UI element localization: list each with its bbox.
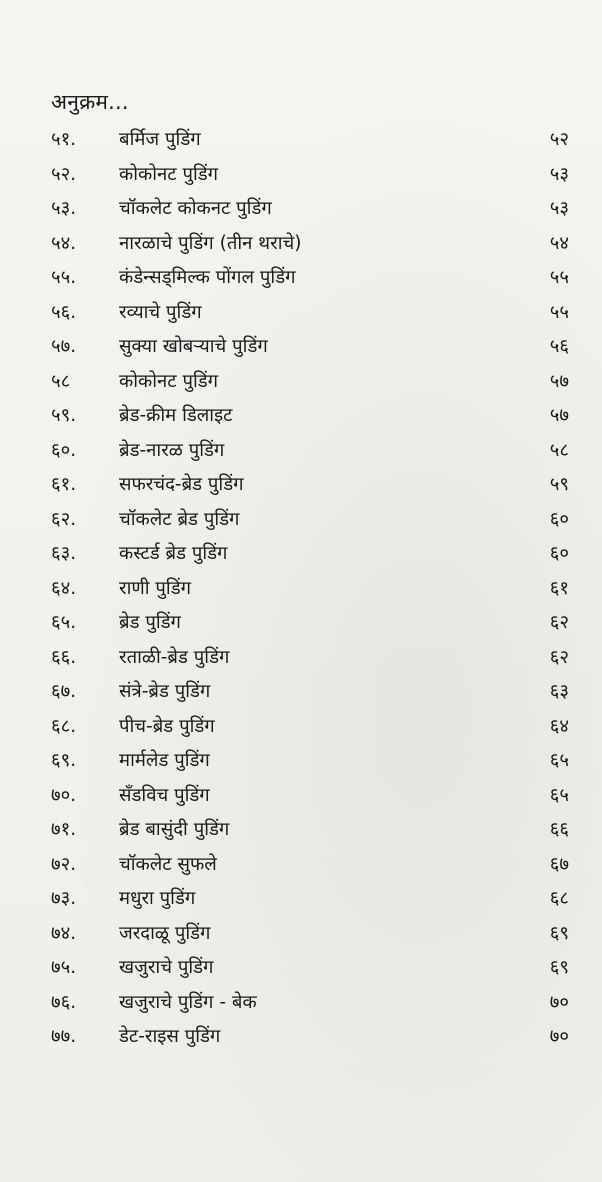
toc-entry-title: पीच-ब्रेड पुडिंग <box>119 715 215 737</box>
toc-entry-number: ६५. <box>51 612 77 633</box>
toc-entry-page: ५८ <box>549 439 569 461</box>
toc-entry-title: ब्रेड बासुंदी पुडिंग <box>119 819 230 840</box>
toc-entry-page: ६१ <box>549 577 569 599</box>
toc-entry-number: ७७. <box>51 1026 77 1047</box>
toc-entry <box>51 227 577 262</box>
toc-entry-number: ५८ <box>51 370 71 392</box>
toc-entry <box>51 158 577 193</box>
toc-entry-page: ५६ <box>549 336 569 357</box>
toc-entry-title: कस्टर्ड ब्रेड पुडिंग <box>119 543 228 564</box>
toc-entry <box>51 813 577 848</box>
toc-entry-title: कोकोनट पुडिंग <box>119 370 219 392</box>
toc-entry-page: ५९ <box>549 474 569 495</box>
toc-entry-number: ७४. <box>51 922 77 944</box>
toc-entry-page: ६५ <box>549 784 569 806</box>
toc-entry <box>51 468 577 503</box>
toc-entry-page: ६७ <box>549 853 569 875</box>
toc-entry-page: ६२ <box>549 646 569 668</box>
toc-entry-number: ६०. <box>51 439 77 461</box>
toc-entry-number: ७६. <box>51 991 77 1013</box>
toc-entry-page: ६४ <box>549 715 569 737</box>
toc-entry <box>51 296 577 331</box>
toc-entry <box>51 365 577 400</box>
toc-entry-page: ६८ <box>549 888 569 909</box>
toc-entry-title: चॉकलेट कोकनट पुडिंग <box>119 198 272 219</box>
toc-entry-page: ६५ <box>549 750 569 771</box>
toc-entry-page: ५७ <box>549 405 569 426</box>
toc-entry-page: ५३ <box>549 163 569 185</box>
toc-entry-number: ६४. <box>51 577 77 599</box>
toc-entry-title: ब्रेड-नारळ पुडिंग <box>119 439 225 461</box>
toc-entry <box>51 399 577 434</box>
toc-entry-number: ७२. <box>51 853 77 875</box>
toc-entry <box>51 503 577 538</box>
toc-entry-title: कोकोनट पुडिंग <box>119 163 219 185</box>
toc-entry <box>51 572 577 607</box>
toc-entry-page: ५७ <box>549 370 569 392</box>
toc-entry <box>51 917 577 952</box>
toc-entry-number: ५५. <box>51 267 77 288</box>
toc-entry-title: जरदाळू पुडिंग <box>119 922 211 944</box>
toc-entry-title: खजुराचे पुडिंग - बेक <box>119 991 257 1013</box>
toc-entry-page: ५२ <box>549 129 569 150</box>
toc-entry <box>51 606 577 641</box>
toc-entry-title: मार्मलेड पुडिंग <box>119 750 210 771</box>
toc-entry-number: ६१. <box>51 474 77 495</box>
toc-entry-number: ५२. <box>51 163 77 185</box>
toc-entry-page: ६२ <box>549 612 569 633</box>
toc-entry-page: ७० <box>549 1026 569 1047</box>
toc-entry-number: ५७. <box>51 336 77 357</box>
toc-entry <box>51 123 577 158</box>
toc-entry-title: संत्रे-ब्रेड पुडिंग <box>119 681 211 702</box>
toc-entry <box>51 882 577 917</box>
toc-entry-title: मधुरा पुडिंग <box>119 888 196 909</box>
toc-entry-page: ६० <box>549 543 569 564</box>
toc-entry-title: ब्रेड पुडिंग <box>119 612 181 633</box>
toc-entry-page: ५४ <box>549 232 569 254</box>
toc-entry <box>51 951 577 986</box>
toc-entry <box>51 1020 577 1055</box>
toc-entry <box>51 986 577 1021</box>
toc-entry-number: ५३. <box>51 198 77 219</box>
toc-entry-title: रव्याचे पुडिंग <box>119 301 202 323</box>
toc-entry-number: ६९. <box>51 750 77 771</box>
toc-entry-number: ५६. <box>51 301 77 323</box>
toc-entry-title: कंडेन्सड्मिल्क पोंगल पुडिंग <box>119 267 296 288</box>
toc-entry-page: ६९ <box>549 922 569 944</box>
toc-entry-number: ७५. <box>51 957 77 978</box>
toc-entry-page: ६३ <box>549 681 569 702</box>
toc-entry-title: रताळी-ब्रेड पुडिंग <box>119 646 230 668</box>
toc-entry <box>51 537 577 572</box>
toc-entry-number: ७०. <box>51 784 77 806</box>
toc-entry-title: नारळाचे पुडिंग (तीन थराचे) <box>119 232 302 254</box>
toc-entry-number: ५९. <box>51 405 77 426</box>
toc-entry-number: ६८. <box>51 715 77 737</box>
toc-entry-page: ५३ <box>549 198 569 219</box>
toc-entry <box>51 434 577 469</box>
table-of-contents <box>51 123 577 1055</box>
toc-entry-title: सफरचंद-ब्रेड पुडिंग <box>119 474 244 495</box>
toc-entry-page: ६० <box>549 508 569 530</box>
toc-entry-page: ५५ <box>549 301 569 323</box>
toc-entry <box>51 675 577 710</box>
toc-heading: अनुक्रम... <box>51 90 129 114</box>
toc-entry-number: ६३. <box>51 543 77 564</box>
toc-entry <box>51 261 577 296</box>
toc-entry <box>51 641 577 676</box>
toc-entry-page: ६९ <box>549 957 569 978</box>
toc-entry <box>51 744 577 779</box>
toc-entry-page: ६६ <box>549 819 569 840</box>
toc-entry <box>51 779 577 814</box>
toc-entry <box>51 848 577 883</box>
toc-entry-title: चॉकलेट ब्रेड पुडिंग <box>119 508 240 530</box>
toc-entry-page: ५५ <box>549 267 569 288</box>
toc-entry <box>51 192 577 227</box>
toc-entry-number: ५१. <box>51 129 77 150</box>
toc-entry-title: राणी पुडिंग <box>119 577 192 599</box>
toc-entry-title: ब्रेड-क्रीम डिलाइट <box>119 405 233 426</box>
toc-entry-number: ७३. <box>51 888 77 909</box>
toc-entry-title: सुक्या खोबऱ्याचे पुडिंग <box>119 336 268 357</box>
toc-entry-number: ५४. <box>51 232 77 254</box>
toc-entry-title: खजुराचे पुडिंग <box>119 957 214 978</box>
toc-entry-number: ७१. <box>51 819 77 840</box>
toc-entry-title: चॉकलेट सुफले <box>119 853 217 875</box>
toc-entry-number: ६६. <box>51 646 77 668</box>
toc-entry-number: ६७. <box>51 681 77 702</box>
toc-entry-page: ७० <box>549 991 569 1013</box>
toc-entry-title: डेट-राइस पुडिंग <box>119 1026 221 1047</box>
toc-entry <box>51 710 577 745</box>
toc-entry-title: सँडविच पुडिंग <box>119 784 210 806</box>
toc-entry <box>51 330 577 365</box>
toc-entry-number: ६२. <box>51 508 77 530</box>
toc-entry-title: बर्मिज पुडिंग <box>119 129 201 150</box>
